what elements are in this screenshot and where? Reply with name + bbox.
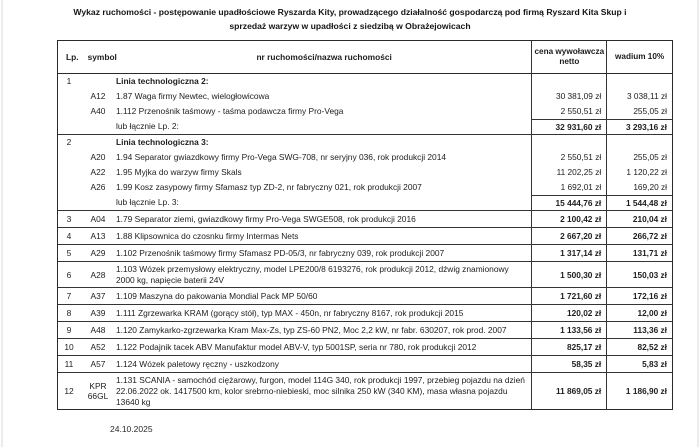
row-symbol: A57 bbox=[90, 359, 106, 369]
group-total-label: lub łącznie Lp. 3: bbox=[116, 197, 179, 207]
row-deposit: 3 038,11 zł bbox=[627, 91, 667, 101]
row-symbol: A37 bbox=[90, 291, 106, 301]
group-line bbox=[58, 135, 531, 150]
row-lp: 9 bbox=[66, 325, 72, 335]
row-description: 1.79 Separator ziemi, gwiazdkowy firmy Pro-Vega SWGE508, rok produkcji 2016 bbox=[116, 213, 416, 224]
header-price: cena wywoławcza netto bbox=[531, 41, 606, 73]
row-lp: 10 bbox=[64, 342, 74, 352]
row-price: 1 500,30 zł bbox=[531, 262, 606, 287]
row-symbol: A04 bbox=[90, 214, 106, 224]
page-edge-right bbox=[697, 0, 699, 447]
movables-table bbox=[57, 40, 673, 410]
row-deposit: 12,00 zł bbox=[606, 305, 672, 321]
table-row bbox=[58, 322, 672, 339]
header-symbol: symbol bbox=[87, 52, 117, 62]
group-left-cell bbox=[58, 135, 531, 210]
row-symbol: KPR 66GL bbox=[87, 381, 109, 401]
row-price: 1 317,14 zł bbox=[531, 245, 606, 261]
row-deposit: 113,36 zł bbox=[606, 322, 672, 338]
group-line bbox=[58, 150, 531, 165]
row-price: 1 721,60 zł bbox=[531, 288, 606, 304]
group-price-cell bbox=[531, 135, 606, 210]
row-lp: 8 bbox=[66, 308, 72, 318]
row-symbol: A12 bbox=[90, 91, 106, 101]
row-lp: 5 bbox=[66, 248, 72, 258]
row-price: 1 133,56 zł bbox=[531, 322, 606, 338]
row-description: 1.109 Maszyna do pakowania Mondial Pack MP 50/60 bbox=[116, 290, 318, 301]
group-price-cell bbox=[531, 74, 606, 134]
group-total-deposit: 1 544,48 zł bbox=[607, 195, 672, 210]
row-description: 1.122 Podajnik tacek ABV Manufaktur model ABV-V, typ 5001SP, seria nr 780, rok produkcji 2012 bbox=[116, 341, 477, 352]
row-price: 1 692,01 zł bbox=[560, 182, 602, 192]
group-left-cell bbox=[58, 74, 531, 134]
group-line bbox=[58, 195, 531, 210]
row-symbol: A20 bbox=[90, 152, 106, 162]
table-row bbox=[58, 211, 672, 228]
row-price: 2 550,51 zł bbox=[560, 106, 602, 116]
row-price: 825,17 zł bbox=[531, 339, 606, 355]
row-lp: 6 bbox=[66, 269, 72, 280]
row-deposit: 255,05 zł bbox=[633, 106, 667, 116]
table-row bbox=[58, 356, 672, 373]
row-description: 1.102 Przenośnik taśmowy firmy Sfamasz PD-05/3, nr fabryczny 039, rok produkcji 2007 bbox=[116, 247, 445, 258]
row-price bbox=[532, 135, 606, 150]
row-description: 1.87 Waga firmy Newtec, wielogłowicowa bbox=[116, 91, 270, 101]
table-row bbox=[58, 373, 672, 409]
row-symbol: A26 bbox=[90, 182, 106, 192]
header-item-name: nr ruchomości/nazwa ruchomości bbox=[256, 52, 392, 62]
row-deposit bbox=[607, 135, 672, 150]
header-deposit: wadium 10% bbox=[606, 41, 672, 73]
table-row bbox=[58, 228, 672, 245]
row-lp: 3 bbox=[66, 214, 72, 224]
row-deposit: 169,20 zł bbox=[633, 182, 667, 192]
row-symbol: A40 bbox=[90, 106, 106, 116]
document-title: Wykaz ruchomości - postępowanie upadłościowe Ryszarda Kity, prowadzącego działalność gospodarczą pod firmą Ryszard Kita Skup i sprzedaż warzyw w upadłości z siedzibą w Obrażejowicach bbox=[73, 7, 627, 31]
row-price: 2 667,20 zł bbox=[531, 228, 606, 244]
row-deposit bbox=[607, 74, 672, 89]
table-row-group-2 bbox=[58, 135, 672, 211]
group-title: Linia technologiczna 3: bbox=[116, 137, 209, 147]
table-row bbox=[58, 305, 672, 322]
row-symbol: A28 bbox=[90, 269, 106, 280]
header-left-cell bbox=[58, 41, 531, 73]
footer-date: 24.10.2025 bbox=[110, 424, 153, 434]
row-deposit: 82,52 zł bbox=[606, 339, 672, 355]
row-symbol: A29 bbox=[90, 248, 106, 258]
row-price: 11 869,05 zł bbox=[531, 373, 606, 409]
row-symbol: A13 bbox=[90, 231, 106, 241]
row-deposit: 266,72 zł bbox=[606, 228, 672, 244]
row-deposit: 1 186,90 zł bbox=[606, 373, 672, 409]
row-symbol: A22 bbox=[90, 167, 106, 177]
group-line bbox=[58, 74, 531, 89]
row-description: 1.124 Wózek paletowy ręczny - uszkodzony bbox=[116, 358, 279, 369]
row-description: 1.99 Kosz zasypowy firmy Sfamasz typ ZD-2, nr fabryczny 021, rok produkcji 2007 bbox=[116, 182, 422, 192]
row-deposit: 172,16 zł bbox=[606, 288, 672, 304]
page-edge-left bbox=[1, 0, 3, 447]
row-description: 1.103 Wózek przemysłowy elektryczny, model LPE200/8 6193276, rok produkcji 2012, dźwig znamionowy 2000 kg, napięcie baterii 24V bbox=[116, 263, 509, 285]
table-row bbox=[58, 262, 672, 288]
row-description: 1.88 Klipsownica do czosnku firmy Intermas Nets bbox=[116, 230, 299, 241]
table-row bbox=[58, 339, 672, 356]
row-description: 1.112 Przenośnik taśmowy - taśma podawcza firmy Pro-Vega bbox=[116, 106, 344, 116]
row-price: 120,02 zł bbox=[531, 305, 606, 321]
row-description: 1.94 Separator gwiazdkowy firmy Pro-Vega SWG-708, nr seryjny 036, rok produkcji 2014 bbox=[116, 152, 447, 162]
group-total-label: lub łącznie Lp. 2: bbox=[116, 121, 179, 131]
row-symbol: A52 bbox=[90, 342, 106, 352]
group-line bbox=[58, 89, 531, 104]
row-symbol: A39 bbox=[90, 308, 106, 318]
group-title: Linia technologiczna 2: bbox=[116, 76, 209, 86]
group-line bbox=[58, 119, 531, 134]
row-price: 30 381,09 zł bbox=[556, 91, 602, 101]
row-deposit: 150,03 zł bbox=[606, 262, 672, 287]
row-description: 1.95 Myjka do warzyw firmy Skals bbox=[116, 167, 242, 177]
group-line bbox=[58, 165, 531, 180]
table-row bbox=[58, 245, 672, 262]
row-price bbox=[532, 74, 606, 89]
group-total-price: 32 931,60 zł bbox=[532, 119, 606, 134]
group-deposit-cell bbox=[606, 135, 672, 210]
group-line bbox=[58, 180, 531, 195]
row-lp: 1 bbox=[66, 76, 72, 86]
row-deposit: 131,71 zł bbox=[606, 245, 672, 261]
row-deposit: 5,83 zł bbox=[606, 356, 672, 372]
row-price: 58,35 zł bbox=[531, 356, 606, 372]
row-deposit: 255,05 zł bbox=[633, 152, 667, 162]
row-lp: 11 bbox=[64, 359, 74, 369]
group-total-deposit: 3 293,16 zł bbox=[607, 119, 672, 134]
table-row bbox=[58, 288, 672, 305]
header-lp: Lp. bbox=[66, 52, 79, 62]
row-price: 11 202,25 zł bbox=[556, 167, 602, 177]
group-line bbox=[58, 104, 531, 119]
row-price: 2 100,42 zł bbox=[531, 211, 606, 227]
row-description: 1.120 Zamykarko-zgrzewarka Kram Max-Zs, typ ZS-60 PN2, Moc 2,2 kW, nr fabr. 630207, rok prod. 2007 bbox=[116, 324, 507, 335]
table-header-row bbox=[58, 41, 672, 74]
row-lp: 2 bbox=[66, 137, 72, 147]
row-deposit: 1 120,22 zł bbox=[626, 167, 667, 177]
row-lp: 7 bbox=[66, 291, 72, 301]
row-description: 1.111 Zgrzewarka KRAM (gorący stół), typ MAX - 450n, nr fabryczny 8167, rok produkcji 2015 bbox=[116, 307, 464, 318]
row-deposit: 210,04 zł bbox=[606, 211, 672, 227]
table-row-group-1 bbox=[58, 74, 672, 135]
group-total-price: 15 444,76 zł bbox=[532, 195, 606, 210]
row-symbol: A48 bbox=[90, 325, 106, 335]
group-deposit-cell bbox=[606, 74, 672, 134]
row-price: 2 550,51 zł bbox=[560, 152, 602, 162]
row-description: 1.131 SCANIA - samochód ciężarowy, furgon, model 114G 340, rok produkcji 1997, przebieg pojazdu na dzień 22.06.2022 ok. 1417500 km, kolor srebrno-niebieski, moc silnika 250 kW (340 KM), masa własna pojazdu 13640 kg bbox=[116, 374, 525, 407]
row-lp: 4 bbox=[66, 231, 72, 241]
row-lp: 12 bbox=[64, 386, 74, 396]
